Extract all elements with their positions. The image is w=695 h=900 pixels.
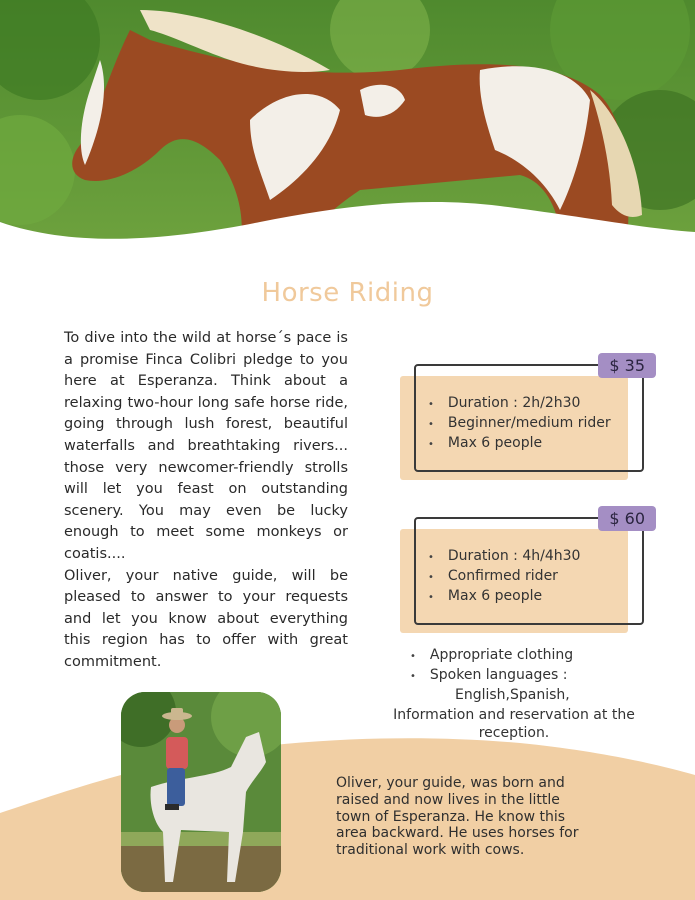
price-badge: $ 35 bbox=[598, 353, 656, 378]
page-title: Horse Riding bbox=[261, 278, 434, 308]
offer-detail: • Max 6 people bbox=[428, 434, 611, 454]
description-paragraph: Oliver, your native guide, will be pleased to answer to your requests and let you know about everything this region has to offer with great commitment. bbox=[64, 567, 348, 670]
offer-details bbox=[428, 394, 611, 454]
offer-card-long bbox=[400, 509, 646, 623]
offer-detail: • Confirmed rider bbox=[428, 567, 580, 587]
languages-value: English,Spanish, bbox=[455, 687, 570, 703]
clothing-note: • Appropriate clothing bbox=[410, 646, 573, 666]
reservation-info: Information and reservation at the reception. bbox=[393, 707, 635, 741]
languages-label: • Spoken languages : bbox=[410, 666, 573, 686]
price-badge: $ 60 bbox=[598, 506, 656, 531]
offer-detail: • Duration : 4h/4h30 bbox=[428, 547, 580, 567]
offer-details bbox=[428, 547, 580, 607]
description bbox=[64, 328, 348, 674]
offer-detail: • Max 6 people bbox=[428, 587, 580, 607]
guide-description: Oliver, your guide, was born and raised and now lives in the little town of Esperanza. He know this area backward. He uses horses for traditional work with cows. bbox=[336, 775, 579, 859]
horse-illustration bbox=[0, 0, 695, 250]
rider-illustration bbox=[121, 692, 281, 892]
offer-detail: • Duration : 2h/2h30 bbox=[428, 394, 611, 414]
description-paragraph: To dive into the wild at horse´s pace is a promise Finca Colibri pledge to you here at Esperanza. Think about a relaxing two-hour long safe horse ride, going through lush forest, beautiful waterfalls and breathtaking rivers... those very newcomer-friendly strolls will let you feast on outstanding scenery. You may even be lucky enough to meet some monkeys or coatis.... bbox=[64, 330, 348, 562]
guide-photo bbox=[121, 692, 281, 892]
hero-image bbox=[0, 0, 695, 250]
offer-detail: • Beginner/medium rider bbox=[428, 414, 611, 434]
extra-info-list bbox=[410, 646, 573, 706]
offer-card-short bbox=[400, 356, 646, 470]
